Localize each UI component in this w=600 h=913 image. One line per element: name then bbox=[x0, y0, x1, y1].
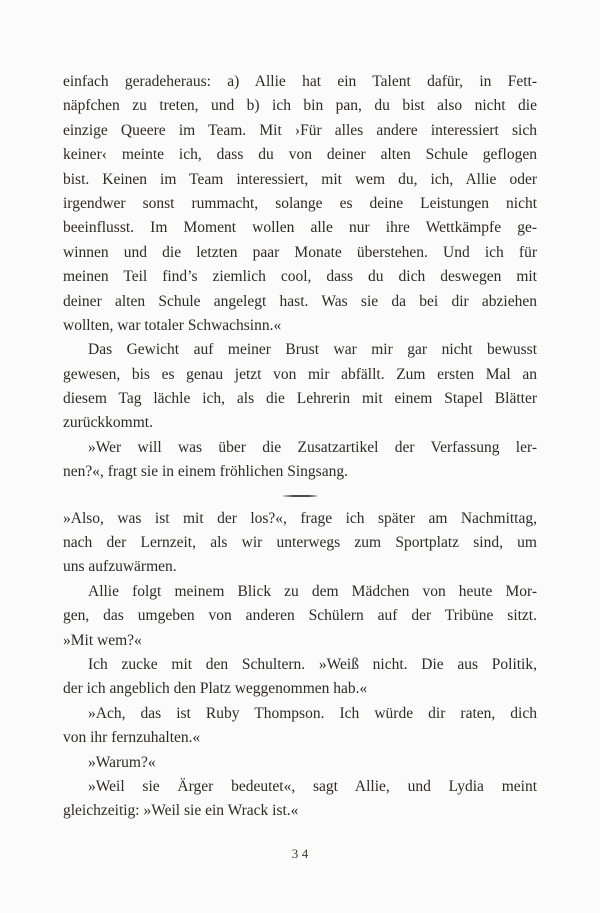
text-line: irgendwer sonst rummacht, solange es deine Leistungen nicht bbox=[63, 194, 537, 212]
paragraph bbox=[63, 702, 537, 751]
text-line: keiner‹ meinte ich, dass du von deiner alten Schule geflogen bbox=[63, 146, 537, 164]
text-line: meinen Teil find’s ziemlich cool, dass du dich deswegen mit bbox=[63, 268, 537, 286]
text-line: der ich angeblich den Platz weggenommen hab.« bbox=[63, 680, 368, 698]
scene-divider bbox=[63, 485, 537, 507]
paragraph bbox=[63, 70, 537, 338]
text-line: näpfchen zu treten, und b) ich bin pan, du bist also nicht die bbox=[63, 97, 537, 115]
paragraph bbox=[63, 338, 537, 436]
text-line: bist. Keinen im Team interessiert, mit wem du, ich, Allie oder bbox=[63, 170, 537, 188]
text-line: gleichzeitig: »Weil sie ein Wrack ist.« bbox=[63, 802, 299, 820]
text-line: zurückkommt. bbox=[63, 414, 153, 432]
text-block bbox=[63, 70, 537, 824]
text-line: einfach geradeheraus: a) Allie hat ein Talent dafür, in Fett- bbox=[63, 73, 537, 90]
text-line: deiner alten Schule angelegt hast. Was sie da bei dir abziehen bbox=[63, 292, 537, 310]
text-line: winnen und die letzten paar Monate überstehen. Und ich für bbox=[63, 243, 537, 261]
divider-rule bbox=[283, 495, 317, 497]
paragraph bbox=[63, 751, 537, 775]
text-line: Allie folgt meinem Blick zu dem Mädchen von heute Mor- bbox=[88, 582, 537, 600]
text-line: »Wer will was über die Zusatzartikel der Verfassung ler- bbox=[88, 438, 537, 456]
text-line: Das Gewicht auf meiner Brust war mir gar nicht bewusst bbox=[88, 341, 537, 359]
text-line: nen?«, fragt sie in einem fröhlichen Singsang. bbox=[63, 463, 348, 481]
text-line: von ihr fernzuhalten.« bbox=[63, 729, 201, 747]
text-line: uns aufzuwärmen. bbox=[63, 558, 177, 576]
text-line: »Mit wem?« bbox=[63, 631, 142, 649]
text-line: gen, das umgeben von anderen Schülern auf der Tribüne sitzt. bbox=[63, 607, 537, 625]
page-number: 34 bbox=[291, 845, 312, 861]
text-line: »Also, was ist mit der los?«, frage ich später am Nachmittag, bbox=[63, 509, 537, 527]
text-line: »Weil sie Ärger bedeutet«, sagt Allie, und Lydia meint bbox=[88, 777, 537, 795]
paragraph bbox=[63, 507, 537, 580]
text-line: einzige Queere im Team. Mit ›Für alles andere interessiert sich bbox=[63, 121, 537, 139]
text-line: »Ach, das ist Ruby Thompson. Ich würde dir raten, dich bbox=[88, 704, 537, 722]
text-line: Ich zucke mit den Schultern. »Weiß nicht. Die aus Politik, bbox=[88, 655, 537, 673]
text-line: wollten, war totaler Schwachsinn.« bbox=[63, 316, 282, 334]
paragraph bbox=[63, 775, 537, 824]
paragraph bbox=[63, 436, 537, 485]
paragraph bbox=[63, 580, 537, 653]
text-line: »Warum?« bbox=[88, 753, 156, 771]
paragraph bbox=[63, 653, 537, 702]
text-line: nach der Lernzeit, als wir unterwegs zum Sportplatz sind, um bbox=[63, 534, 537, 552]
text-line: beeinflusst. Im Moment wollen alle nur ihre Wettkämpfe ge- bbox=[63, 219, 537, 237]
text-line: diesem Tag lächle ich, als die Lehrerin mit einem Stapel Blätter bbox=[63, 390, 537, 408]
text-line: gewesen, bis es genau jetzt von mir abfällt. Zum ersten Mal an bbox=[63, 365, 537, 383]
